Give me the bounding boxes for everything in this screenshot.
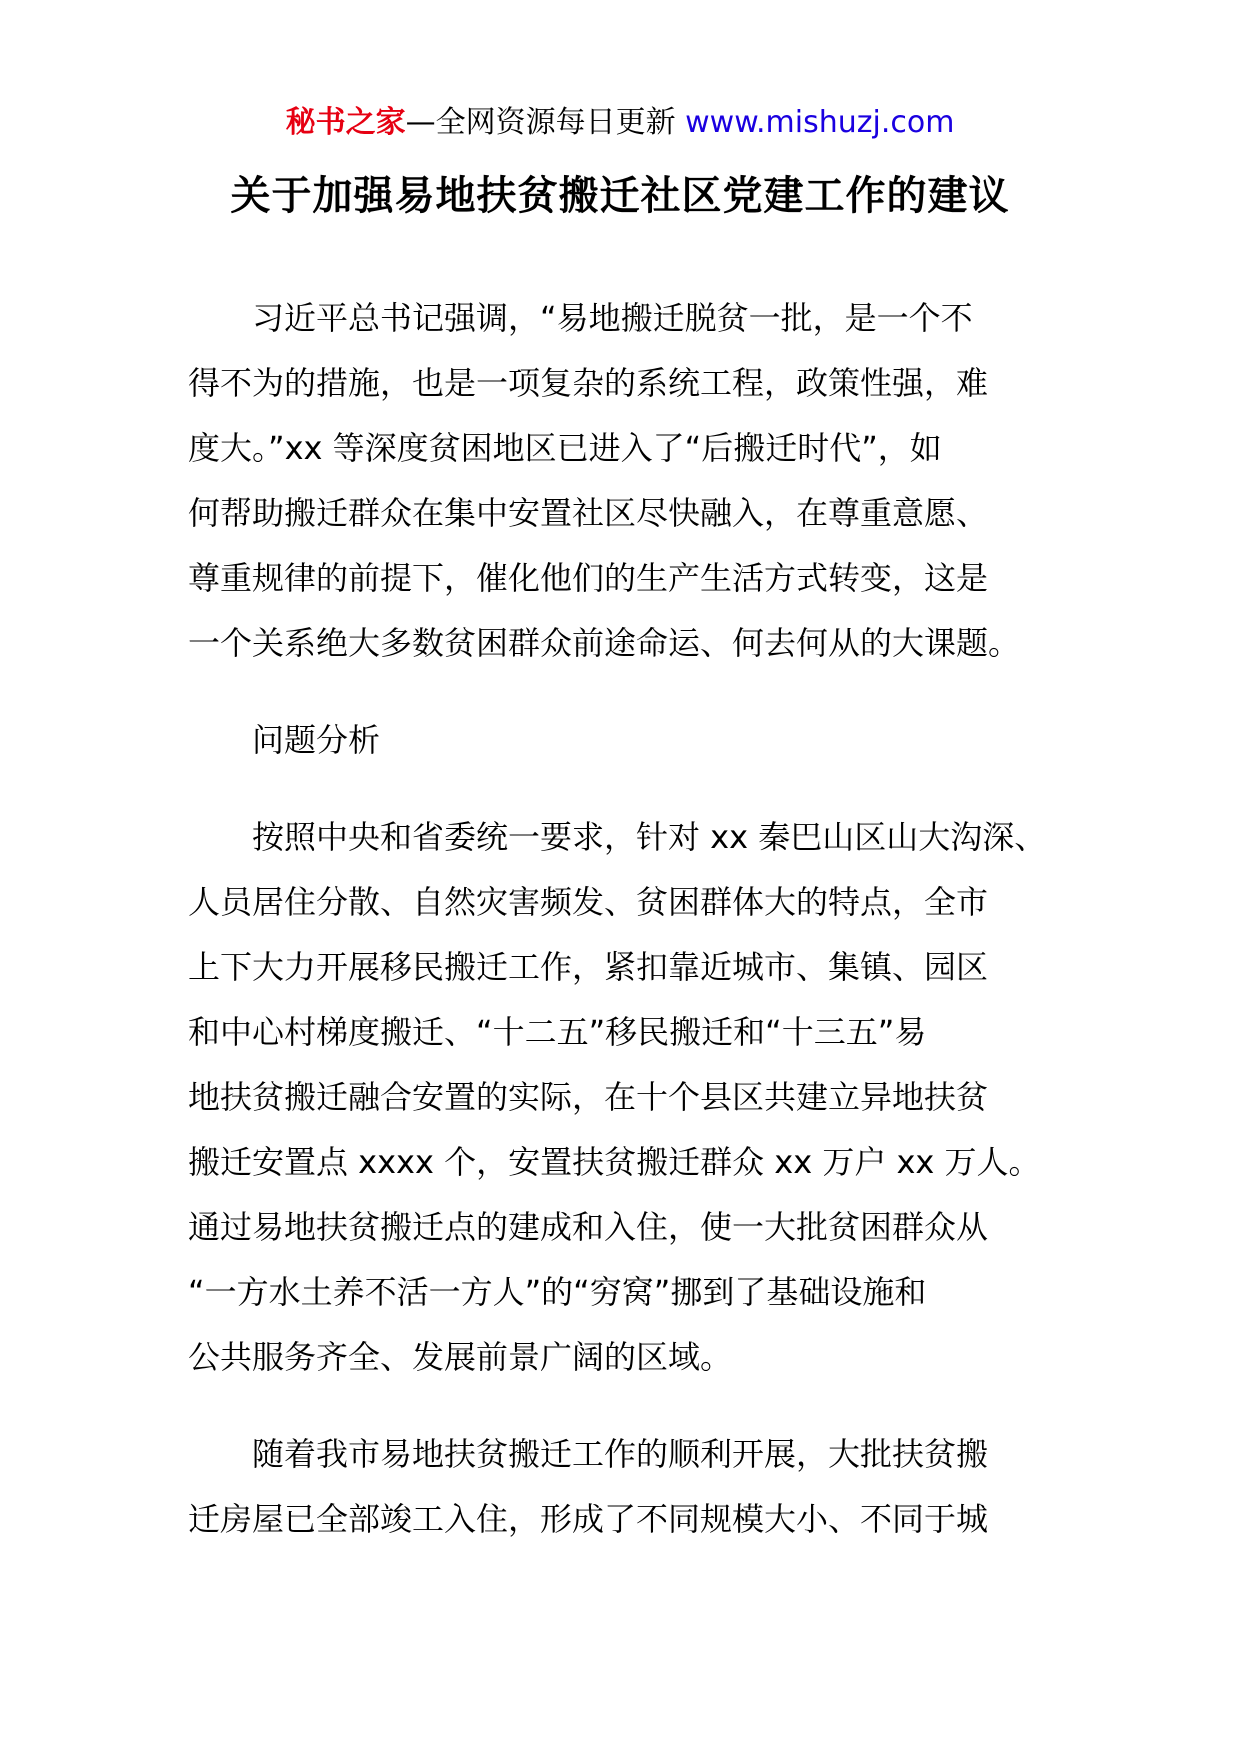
text-line: 地扶贫搬迁融合安置的实际，在十个县区共建立异地扶贫 <box>188 1078 989 1116</box>
text-line: “一方水土养不活一方人”的“穷窝”挪到了基础设施和 <box>188 1273 927 1311</box>
site-brand: 秘书之家 <box>285 105 406 140</box>
paragraph-progress <box>188 1422 1048 1552</box>
text-line: 随着我市易地扶贫搬迁工作的顺利开展，大批扶贫搬 <box>252 1435 989 1473</box>
paragraph-intro <box>188 286 1048 676</box>
site-url-link[interactable]: www.mishuzj.com <box>685 105 955 140</box>
text-line: 迁房屋已全部竣工入住，形成了不同规模大小、不同于城 <box>188 1500 989 1538</box>
text-line: 得不为的措施，也是一项复杂的系统工程，政策性强，难 <box>188 364 989 402</box>
document-body <box>188 286 1048 1552</box>
text-line: 搬迁安置点 xxxx 个，安置扶贫搬迁群众 xx 万户 xx 万人。 <box>188 1143 1041 1181</box>
text-line: 尊重规律的前提下，催化他们的生产生活方式转变，这是 <box>188 559 989 597</box>
text-line: 度大。”xx 等深度贫困地区已进入了“后搬迁时代”，如 <box>188 429 942 467</box>
text-line: 习近平总书记强调，“易地搬迁脱贫一批，是一个不 <box>252 299 973 337</box>
text-line: 一个关系绝大多数贫困群众前途命运、何去何从的大课题。 <box>188 624 1021 662</box>
document-title: 关于加强易地扶贫搬迁社区党建工作的建议 <box>230 173 1010 219</box>
section-heading-problem-analysis <box>188 708 1048 773</box>
text-line: 和中心村梯度搬迁、“十二五”移民搬迁和“十三五”易 <box>188 1013 927 1051</box>
site-slogan: —全网资源每日更新 <box>405 105 686 140</box>
text-line: 按照中央和省委统一要求，针对 xx 秦巴山区山大沟深、 <box>252 818 1047 856</box>
site-header <box>0 103 1240 143</box>
text-line: 公共服务齐全、发展前景广阔的区域。 <box>188 1338 733 1376</box>
text-line: 人员居住分散、自然灾害频发、贫困群体大的特点，全市 <box>188 883 989 921</box>
text-line: 通过易地扶贫搬迁点的建成和入住，使一大批贫困群众从 <box>188 1208 989 1246</box>
text-line: 何帮助搬迁群众在集中安置社区尽快融入，在尊重意愿、 <box>188 494 989 532</box>
text-line: 问题分析 <box>252 721 381 759</box>
paragraph-background <box>188 805 1048 1390</box>
text-line: 上下大力开展移民搬迁工作，紧扣靠近城市、集镇、园区 <box>188 948 989 986</box>
